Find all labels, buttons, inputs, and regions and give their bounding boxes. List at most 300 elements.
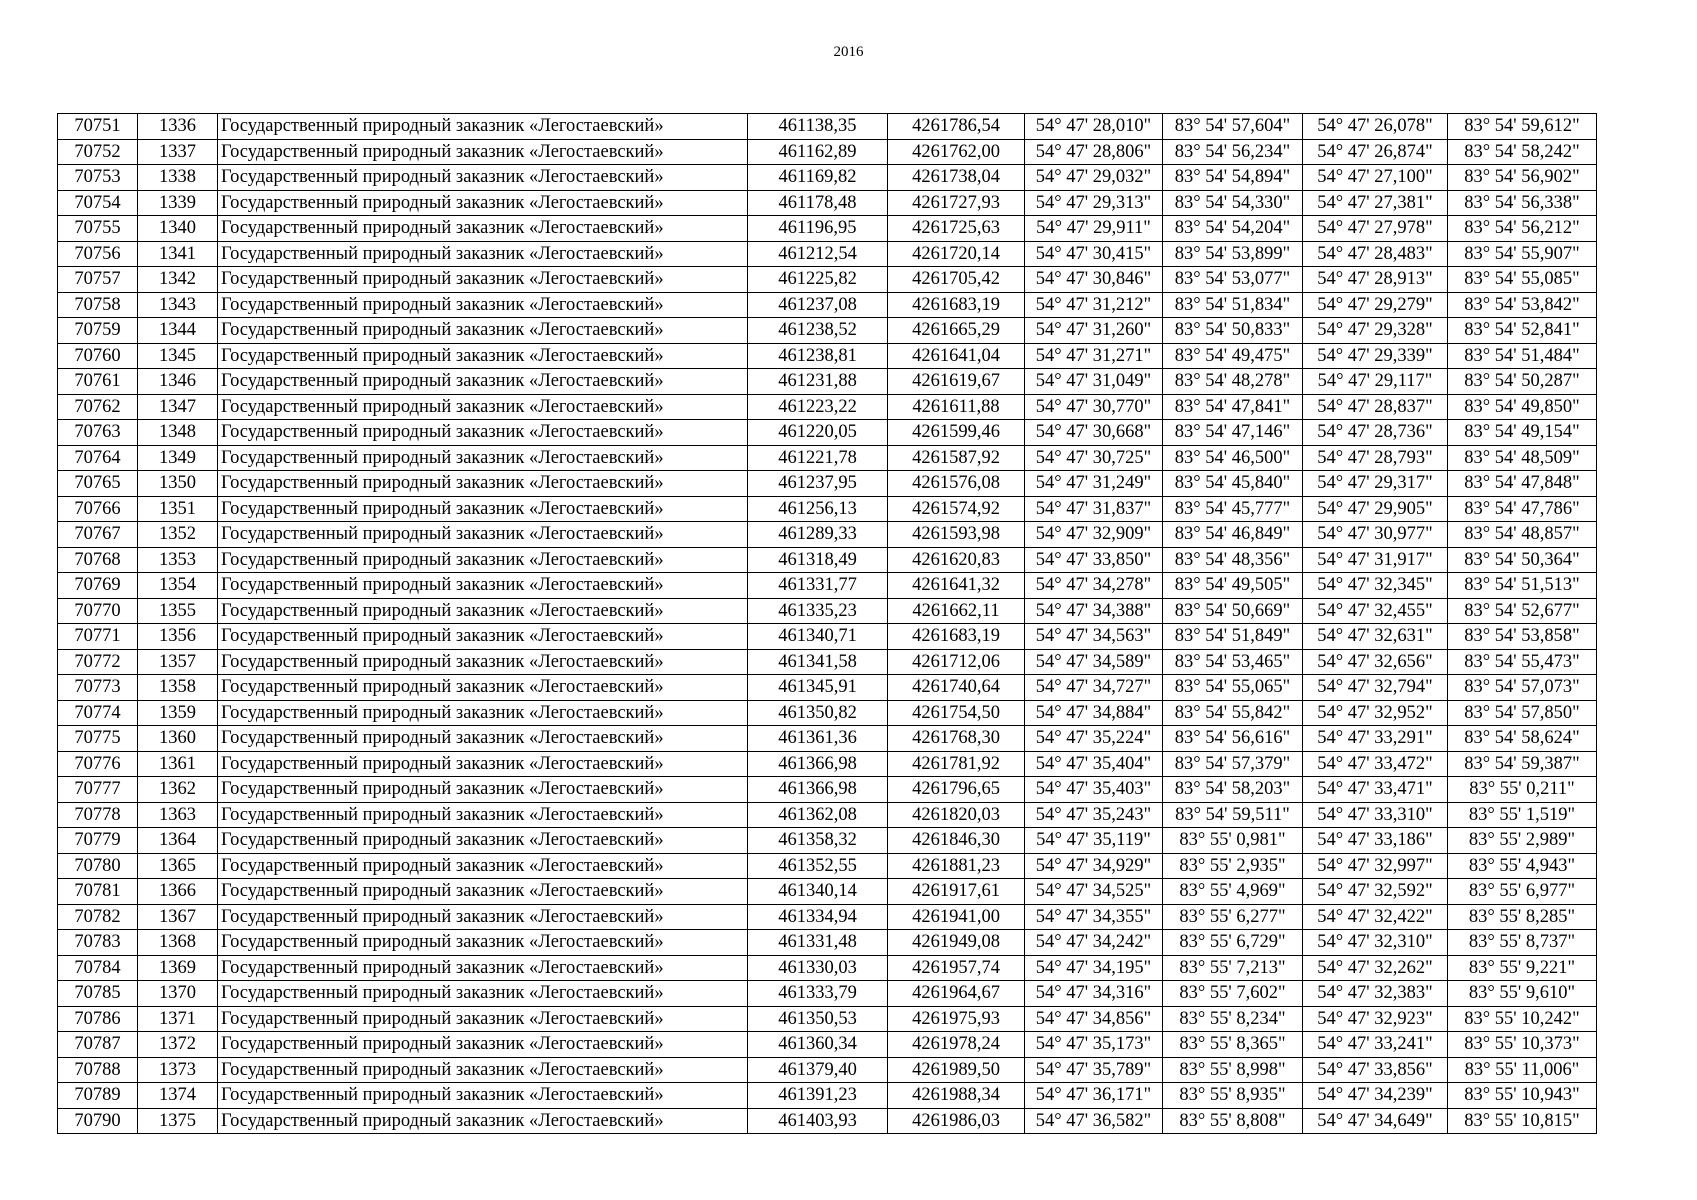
row-number-cell: 70756 [58, 241, 138, 267]
longitude-1-cell: 83° 54' 46,500" [1163, 445, 1303, 471]
coord-x-cell: 461361,36 [748, 726, 888, 752]
coord-y-cell: 4261986,03 [888, 1108, 1025, 1134]
latitude-2-cell: 54° 47' 28,913" [1303, 267, 1448, 293]
object-name-cell: Государственный природный заказник «Легостаевский» [218, 1006, 748, 1032]
coord-x-cell: 461331,48 [748, 930, 888, 956]
latitude-1-cell: 54° 47' 34,525" [1025, 879, 1163, 905]
object-name-cell: Государственный природный заказник «Легостаевский» [218, 675, 748, 701]
longitude-2-cell: 83° 54' 59,387" [1448, 751, 1597, 777]
coord-x-cell: 461341,58 [748, 649, 888, 675]
longitude-1-cell: 83° 55' 2,935" [1163, 853, 1303, 879]
latitude-2-cell: 54° 47' 33,186" [1303, 828, 1448, 854]
point-number-cell: 1343 [138, 292, 218, 318]
longitude-1-cell: 83° 55' 6,277" [1163, 904, 1303, 930]
latitude-2-cell: 54° 47' 33,241" [1303, 1032, 1448, 1058]
point-number-cell: 1339 [138, 190, 218, 216]
row-number-cell: 70774 [58, 700, 138, 726]
longitude-1-cell: 83° 55' 4,969" [1163, 879, 1303, 905]
coord-x-cell: 461289,33 [748, 522, 888, 548]
point-number-cell: 1362 [138, 777, 218, 803]
longitude-1-cell: 83° 54' 55,842" [1163, 700, 1303, 726]
latitude-2-cell: 54° 47' 32,383" [1303, 981, 1448, 1007]
point-number-cell: 1356 [138, 624, 218, 650]
latitude-2-cell: 54° 47' 34,239" [1303, 1083, 1448, 1109]
point-number-cell: 1369 [138, 955, 218, 981]
table-row [58, 904, 1597, 930]
table-row [58, 1006, 1597, 1032]
object-name-cell: Государственный природный заказник «Легостаевский» [218, 420, 748, 446]
object-name-cell: Государственный природный заказник «Легостаевский» [218, 751, 748, 777]
latitude-1-cell: 54° 47' 30,668" [1025, 420, 1163, 446]
coord-x-cell: 461340,14 [748, 879, 888, 905]
longitude-1-cell: 83° 55' 7,213" [1163, 955, 1303, 981]
latitude-1-cell: 54° 47' 34,929" [1025, 853, 1163, 879]
coord-x-cell: 461162,89 [748, 139, 888, 165]
longitude-1-cell: 83° 54' 57,379" [1163, 751, 1303, 777]
longitude-1-cell: 83° 54' 46,849" [1163, 522, 1303, 548]
table-row [58, 496, 1597, 522]
latitude-2-cell: 54° 47' 32,455" [1303, 598, 1448, 624]
longitude-1-cell: 83° 55' 8,998" [1163, 1057, 1303, 1083]
longitude-2-cell: 83° 54' 49,154" [1448, 420, 1597, 446]
table-row [58, 394, 1597, 420]
row-number-cell: 70785 [58, 981, 138, 1007]
coord-y-cell: 4261720,14 [888, 241, 1025, 267]
latitude-1-cell: 54° 47' 34,316" [1025, 981, 1163, 1007]
longitude-2-cell: 83° 54' 47,786" [1448, 496, 1597, 522]
point-number-cell: 1344 [138, 318, 218, 344]
point-number-cell: 1350 [138, 471, 218, 497]
coord-x-cell: 461221,78 [748, 445, 888, 471]
longitude-2-cell: 83° 55' 11,006" [1448, 1057, 1597, 1083]
coord-x-cell: 461330,03 [748, 955, 888, 981]
longitude-1-cell: 83° 54' 45,777" [1163, 496, 1303, 522]
row-number-cell: 70779 [58, 828, 138, 854]
table-row [58, 1057, 1597, 1083]
longitude-1-cell: 83° 54' 53,465" [1163, 649, 1303, 675]
table-row [58, 471, 1597, 497]
object-name-cell: Государственный природный заказник «Легостаевский» [218, 573, 748, 599]
latitude-1-cell: 54° 47' 34,388" [1025, 598, 1163, 624]
object-name-cell: Государственный природный заказник «Легостаевский» [218, 904, 748, 930]
longitude-1-cell: 83° 54' 55,065" [1163, 675, 1303, 701]
latitude-2-cell: 54° 47' 29,117" [1303, 369, 1448, 395]
coord-x-cell: 461231,88 [748, 369, 888, 395]
longitude-2-cell: 83° 54' 48,509" [1448, 445, 1597, 471]
table-row [58, 292, 1597, 318]
coord-y-cell: 4261619,67 [888, 369, 1025, 395]
longitude-2-cell: 83° 54' 50,364" [1448, 547, 1597, 573]
table-row [58, 955, 1597, 981]
coord-x-cell: 461358,32 [748, 828, 888, 854]
longitude-1-cell: 83° 55' 6,729" [1163, 930, 1303, 956]
coord-x-cell: 461366,98 [748, 751, 888, 777]
coord-y-cell: 4261846,30 [888, 828, 1025, 854]
object-name-cell: Государственный природный заказник «Легостаевский» [218, 216, 748, 242]
point-number-cell: 1373 [138, 1057, 218, 1083]
table-row [58, 649, 1597, 675]
longitude-2-cell: 83° 54' 56,212" [1448, 216, 1597, 242]
latitude-1-cell: 54° 47' 31,049" [1025, 369, 1163, 395]
point-number-cell: 1357 [138, 649, 218, 675]
longitude-2-cell: 83° 54' 53,842" [1448, 292, 1597, 318]
latitude-1-cell: 54° 47' 35,243" [1025, 802, 1163, 828]
row-number-cell: 70762 [58, 394, 138, 420]
point-number-cell: 1354 [138, 573, 218, 599]
coord-x-cell: 461350,82 [748, 700, 888, 726]
row-number-cell: 70776 [58, 751, 138, 777]
latitude-1-cell: 54° 47' 33,850" [1025, 547, 1163, 573]
latitude-2-cell: 54° 47' 32,631" [1303, 624, 1448, 650]
table-row [58, 522, 1597, 548]
point-number-cell: 1372 [138, 1032, 218, 1058]
latitude-2-cell: 54° 47' 33,472" [1303, 751, 1448, 777]
object-name-cell: Государственный природный заказник «Легостаевский» [218, 1083, 748, 1109]
latitude-2-cell: 54° 47' 32,997" [1303, 853, 1448, 879]
longitude-2-cell: 83° 55' 1,519" [1448, 802, 1597, 828]
row-number-cell: 70780 [58, 853, 138, 879]
longitude-2-cell: 83° 55' 10,815" [1448, 1108, 1597, 1134]
longitude-1-cell: 83° 55' 8,365" [1163, 1032, 1303, 1058]
table-row [58, 318, 1597, 344]
coord-x-cell: 461366,98 [748, 777, 888, 803]
table-row [58, 700, 1597, 726]
latitude-2-cell: 54° 47' 32,345" [1303, 573, 1448, 599]
latitude-1-cell: 54° 47' 31,212" [1025, 292, 1163, 318]
longitude-2-cell: 83° 54' 52,677" [1448, 598, 1597, 624]
latitude-2-cell: 54° 47' 26,078" [1303, 114, 1448, 140]
latitude-2-cell: 54° 47' 32,952" [1303, 700, 1448, 726]
latitude-2-cell: 54° 47' 33,856" [1303, 1057, 1448, 1083]
longitude-1-cell: 83° 54' 48,356" [1163, 547, 1303, 573]
object-name-cell: Государственный природный заказник «Легостаевский» [218, 726, 748, 752]
longitude-2-cell: 83° 54' 48,857" [1448, 522, 1597, 548]
longitude-2-cell: 83° 54' 58,624" [1448, 726, 1597, 752]
latitude-1-cell: 54° 47' 30,415" [1025, 241, 1163, 267]
table-row [58, 445, 1597, 471]
latitude-1-cell: 54° 47' 28,806" [1025, 139, 1163, 165]
coord-y-cell: 4261949,08 [888, 930, 1025, 956]
row-number-cell: 70758 [58, 292, 138, 318]
coord-y-cell: 4261712,06 [888, 649, 1025, 675]
table-row [58, 573, 1597, 599]
coord-y-cell: 4261593,98 [888, 522, 1025, 548]
longitude-1-cell: 83° 54' 49,475" [1163, 343, 1303, 369]
point-number-cell: 1366 [138, 879, 218, 905]
row-number-cell: 70767 [58, 522, 138, 548]
object-name-cell: Государственный природный заказник «Легостаевский» [218, 1057, 748, 1083]
latitude-1-cell: 54° 47' 32,909" [1025, 522, 1163, 548]
latitude-2-cell: 54° 47' 34,649" [1303, 1108, 1448, 1134]
coord-y-cell: 4261768,30 [888, 726, 1025, 752]
longitude-1-cell: 83° 55' 8,808" [1163, 1108, 1303, 1134]
row-number-cell: 70752 [58, 139, 138, 165]
object-name-cell: Государственный природный заказник «Легостаевский» [218, 445, 748, 471]
coord-y-cell: 4261975,93 [888, 1006, 1025, 1032]
coord-y-cell: 4261641,32 [888, 573, 1025, 599]
coord-x-cell: 461379,40 [748, 1057, 888, 1083]
object-name-cell: Государственный природный заказник «Легостаевский» [218, 114, 748, 140]
table-row [58, 828, 1597, 854]
table-row [58, 190, 1597, 216]
longitude-1-cell: 83° 54' 49,505" [1163, 573, 1303, 599]
object-name-cell: Государственный природный заказник «Легостаевский» [218, 1108, 748, 1134]
coord-x-cell: 461238,52 [748, 318, 888, 344]
latitude-2-cell: 54° 47' 26,874" [1303, 139, 1448, 165]
latitude-2-cell: 54° 47' 29,328" [1303, 318, 1448, 344]
latitude-1-cell: 54° 47' 36,582" [1025, 1108, 1163, 1134]
coord-x-cell: 461352,55 [748, 853, 888, 879]
longitude-2-cell: 83° 54' 57,073" [1448, 675, 1597, 701]
longitude-1-cell: 83° 54' 59,511" [1163, 802, 1303, 828]
object-name-cell: Государственный природный заказник «Легостаевский» [218, 1032, 748, 1058]
point-number-cell: 1360 [138, 726, 218, 752]
point-number-cell: 1364 [138, 828, 218, 854]
point-number-cell: 1349 [138, 445, 218, 471]
row-number-cell: 70775 [58, 726, 138, 752]
point-number-cell: 1355 [138, 598, 218, 624]
latitude-1-cell: 54° 47' 35,224" [1025, 726, 1163, 752]
coord-y-cell: 4261989,50 [888, 1057, 1025, 1083]
longitude-2-cell: 83° 54' 51,484" [1448, 343, 1597, 369]
point-number-cell: 1340 [138, 216, 218, 242]
coord-x-cell: 461333,79 [748, 981, 888, 1007]
object-name-cell: Государственный природный заказник «Легостаевский» [218, 292, 748, 318]
longitude-1-cell: 83° 54' 53,077" [1163, 267, 1303, 293]
row-number-cell: 70761 [58, 369, 138, 395]
coord-x-cell: 461350,53 [748, 1006, 888, 1032]
row-number-cell: 70759 [58, 318, 138, 344]
point-number-cell: 1353 [138, 547, 218, 573]
point-number-cell: 1342 [138, 267, 218, 293]
latitude-2-cell: 54° 47' 32,656" [1303, 649, 1448, 675]
coord-x-cell: 461196,95 [748, 216, 888, 242]
row-number-cell: 70751 [58, 114, 138, 140]
latitude-1-cell: 54° 47' 30,725" [1025, 445, 1163, 471]
latitude-2-cell: 54° 47' 28,837" [1303, 394, 1448, 420]
coord-y-cell: 4261727,93 [888, 190, 1025, 216]
coord-y-cell: 4261781,92 [888, 751, 1025, 777]
table-row [58, 114, 1597, 140]
object-name-cell: Государственный природный заказник «Легостаевский» [218, 394, 748, 420]
coord-y-cell: 4261725,63 [888, 216, 1025, 242]
row-number-cell: 70781 [58, 879, 138, 905]
point-number-cell: 1352 [138, 522, 218, 548]
longitude-2-cell: 83° 54' 47,848" [1448, 471, 1597, 497]
row-number-cell: 70764 [58, 445, 138, 471]
object-name-cell: Государственный природный заказник «Легостаевский» [218, 624, 748, 650]
point-number-cell: 1347 [138, 394, 218, 420]
latitude-2-cell: 54° 47' 29,279" [1303, 292, 1448, 318]
coord-y-cell: 4261762,00 [888, 139, 1025, 165]
page-number: 2016 [833, 44, 864, 60]
coord-x-cell: 461178,48 [748, 190, 888, 216]
longitude-2-cell: 83° 55' 8,285" [1448, 904, 1597, 930]
row-number-cell: 70769 [58, 573, 138, 599]
object-name-cell: Государственный природный заказник «Легостаевский» [218, 547, 748, 573]
latitude-2-cell: 54° 47' 30,977" [1303, 522, 1448, 548]
longitude-2-cell: 83° 55' 10,373" [1448, 1032, 1597, 1058]
table-row [58, 1083, 1597, 1109]
table-row [58, 165, 1597, 191]
latitude-1-cell: 54° 47' 34,727" [1025, 675, 1163, 701]
coord-x-cell: 461403,93 [748, 1108, 888, 1134]
row-number-cell: 70787 [58, 1032, 138, 1058]
table-row [58, 751, 1597, 777]
latitude-1-cell: 54° 47' 30,770" [1025, 394, 1163, 420]
longitude-2-cell: 83° 54' 49,850" [1448, 394, 1597, 420]
latitude-1-cell: 54° 47' 34,856" [1025, 1006, 1163, 1032]
latitude-2-cell: 54° 47' 32,310" [1303, 930, 1448, 956]
latitude-1-cell: 54° 47' 36,171" [1025, 1083, 1163, 1109]
object-name-cell: Государственный природный заказник «Легостаевский» [218, 930, 748, 956]
latitude-2-cell: 54° 47' 32,592" [1303, 879, 1448, 905]
coord-y-cell: 4261665,29 [888, 318, 1025, 344]
row-number-cell: 70777 [58, 777, 138, 803]
latitude-2-cell: 54° 47' 27,978" [1303, 216, 1448, 242]
latitude-1-cell: 54° 47' 31,249" [1025, 471, 1163, 497]
latitude-2-cell: 54° 47' 28,483" [1303, 241, 1448, 267]
table-row [58, 241, 1597, 267]
coord-y-cell: 4261820,03 [888, 802, 1025, 828]
latitude-1-cell: 54° 47' 35,173" [1025, 1032, 1163, 1058]
longitude-1-cell: 83° 54' 47,146" [1163, 420, 1303, 446]
object-name-cell: Государственный природный заказник «Легостаевский» [218, 522, 748, 548]
coord-x-cell: 461138,35 [748, 114, 888, 140]
point-number-cell: 1358 [138, 675, 218, 701]
coord-y-cell: 4261957,74 [888, 955, 1025, 981]
coord-y-cell: 4261587,92 [888, 445, 1025, 471]
coord-x-cell: 461340,71 [748, 624, 888, 650]
longitude-1-cell: 83° 54' 56,616" [1163, 726, 1303, 752]
longitude-1-cell: 83° 54' 51,834" [1163, 292, 1303, 318]
coord-y-cell: 4261662,11 [888, 598, 1025, 624]
coord-x-cell: 461334,94 [748, 904, 888, 930]
latitude-1-cell: 54° 47' 34,278" [1025, 573, 1163, 599]
object-name-cell: Государственный природный заказник «Легостаевский» [218, 496, 748, 522]
row-number-cell: 70765 [58, 471, 138, 497]
longitude-1-cell: 83° 55' 7,602" [1163, 981, 1303, 1007]
longitude-2-cell: 83° 54' 56,338" [1448, 190, 1597, 216]
latitude-1-cell: 54° 47' 31,837" [1025, 496, 1163, 522]
object-name-cell: Государственный природный заказник «Легостаевский» [218, 165, 748, 191]
longitude-2-cell: 83° 54' 50,287" [1448, 369, 1597, 395]
row-number-cell: 70784 [58, 955, 138, 981]
longitude-2-cell: 83° 55' 4,943" [1448, 853, 1597, 879]
longitude-2-cell: 83° 55' 8,737" [1448, 930, 1597, 956]
row-number-cell: 70790 [58, 1108, 138, 1134]
row-number-cell: 70778 [58, 802, 138, 828]
latitude-2-cell: 54° 47' 29,339" [1303, 343, 1448, 369]
coord-x-cell: 461225,82 [748, 267, 888, 293]
latitude-2-cell: 54° 47' 32,262" [1303, 955, 1448, 981]
table-row [58, 879, 1597, 905]
longitude-1-cell: 83° 55' 0,981" [1163, 828, 1303, 854]
latitude-2-cell: 54° 47' 33,471" [1303, 777, 1448, 803]
row-number-cell: 70755 [58, 216, 138, 242]
object-name-cell: Государственный природный заказник «Легостаевский» [218, 190, 748, 216]
coord-y-cell: 4261786,54 [888, 114, 1025, 140]
row-number-cell: 70754 [58, 190, 138, 216]
coord-y-cell: 4261683,19 [888, 624, 1025, 650]
point-number-cell: 1345 [138, 343, 218, 369]
latitude-1-cell: 54° 47' 35,119" [1025, 828, 1163, 854]
coord-x-cell: 461223,22 [748, 394, 888, 420]
table-row [58, 216, 1597, 242]
coord-x-cell: 461345,91 [748, 675, 888, 701]
latitude-1-cell: 54° 47' 35,789" [1025, 1057, 1163, 1083]
row-number-cell: 70768 [58, 547, 138, 573]
coord-y-cell: 4261641,04 [888, 343, 1025, 369]
row-number-cell: 70772 [58, 649, 138, 675]
table-row [58, 1032, 1597, 1058]
object-name-cell: Государственный природный заказник «Легостаевский» [218, 700, 748, 726]
object-name-cell: Государственный природный заказник «Легостаевский» [218, 318, 748, 344]
longitude-2-cell: 83° 54' 51,513" [1448, 573, 1597, 599]
point-number-cell: 1368 [138, 930, 218, 956]
point-number-cell: 1363 [138, 802, 218, 828]
object-name-cell: Государственный природный заказник «Легостаевский» [218, 828, 748, 854]
point-number-cell: 1351 [138, 496, 218, 522]
coord-y-cell: 4261978,24 [888, 1032, 1025, 1058]
latitude-1-cell: 54° 47' 29,911" [1025, 216, 1163, 242]
latitude-2-cell: 54° 47' 32,923" [1303, 1006, 1448, 1032]
coord-y-cell: 4261574,92 [888, 496, 1025, 522]
coord-x-cell: 461360,34 [748, 1032, 888, 1058]
coord-x-cell: 461256,13 [748, 496, 888, 522]
point-number-cell: 1341 [138, 241, 218, 267]
latitude-2-cell: 54° 47' 33,291" [1303, 726, 1448, 752]
longitude-2-cell: 83° 54' 58,242" [1448, 139, 1597, 165]
point-number-cell: 1361 [138, 751, 218, 777]
coord-x-cell: 461220,05 [748, 420, 888, 446]
latitude-1-cell: 54° 47' 34,195" [1025, 955, 1163, 981]
coord-y-cell: 4261620,83 [888, 547, 1025, 573]
coord-y-cell: 4261796,65 [888, 777, 1025, 803]
row-number-cell: 70757 [58, 267, 138, 293]
point-number-cell: 1338 [138, 165, 218, 191]
longitude-1-cell: 83° 54' 58,203" [1163, 777, 1303, 803]
coord-y-cell: 4261599,46 [888, 420, 1025, 446]
table-row [58, 802, 1597, 828]
longitude-2-cell: 83° 54' 57,850" [1448, 700, 1597, 726]
coord-x-cell: 461335,23 [748, 598, 888, 624]
latitude-2-cell: 54° 47' 28,736" [1303, 420, 1448, 446]
coord-y-cell: 4261740,64 [888, 675, 1025, 701]
point-number-cell: 1371 [138, 1006, 218, 1032]
coord-x-cell: 461212,54 [748, 241, 888, 267]
latitude-1-cell: 54° 47' 34,589" [1025, 649, 1163, 675]
longitude-2-cell: 83° 55' 0,211" [1448, 777, 1597, 803]
coord-x-cell: 461391,23 [748, 1083, 888, 1109]
longitude-2-cell: 83° 54' 59,612" [1448, 114, 1597, 140]
row-number-cell: 70786 [58, 1006, 138, 1032]
latitude-2-cell: 54° 47' 32,794" [1303, 675, 1448, 701]
object-name-cell: Государственный природный заказник «Легостаевский» [218, 369, 748, 395]
longitude-1-cell: 83° 54' 50,669" [1163, 598, 1303, 624]
latitude-1-cell: 54° 47' 30,846" [1025, 267, 1163, 293]
row-number-cell: 70783 [58, 930, 138, 956]
row-number-cell: 70770 [58, 598, 138, 624]
object-name-cell: Государственный природный заказник «Легостаевский» [218, 471, 748, 497]
coord-y-cell: 4261576,08 [888, 471, 1025, 497]
table-row [58, 930, 1597, 956]
longitude-2-cell: 83° 55' 6,977" [1448, 879, 1597, 905]
longitude-1-cell: 83° 54' 57,604" [1163, 114, 1303, 140]
coord-y-cell: 4261611,88 [888, 394, 1025, 420]
longitude-2-cell: 83° 55' 2,989" [1448, 828, 1597, 854]
coord-x-cell: 461238,81 [748, 343, 888, 369]
